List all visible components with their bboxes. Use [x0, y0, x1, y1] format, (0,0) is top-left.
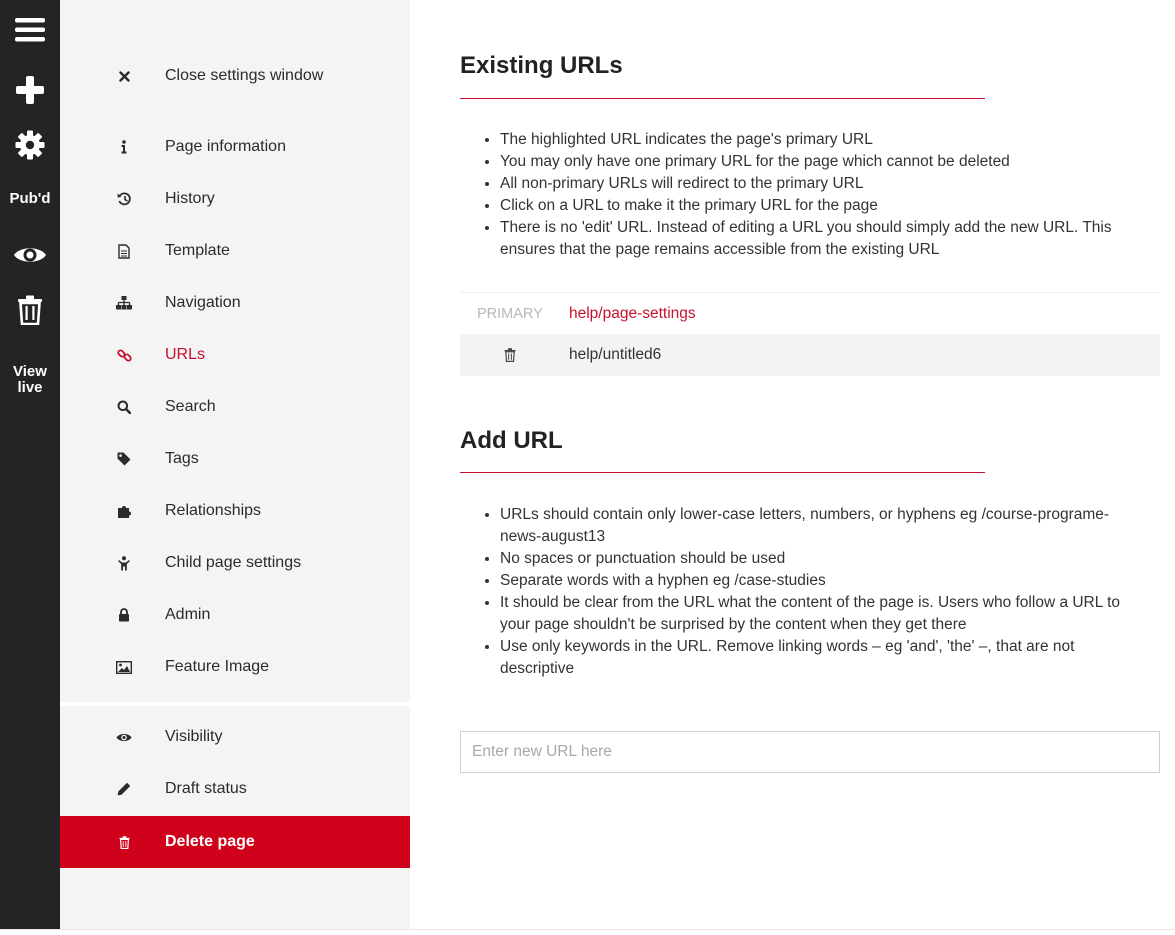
published-status[interactable]: Pub'd — [9, 190, 51, 207]
menu-item-label: Relationships — [165, 502, 262, 519]
url-row-primary[interactable] — [460, 292, 1160, 334]
eye-icon[interactable] — [0, 240, 60, 270]
tip-item: • Use only keywords in the URL. Remove linking words – eg 'and', 'the' –, that are not descriptive — [500, 636, 1140, 680]
menu-item-label: Search — [165, 398, 216, 415]
tip-item: • No spaces or punctuation should be used — [500, 548, 1140, 570]
menu-item-page-information[interactable] — [60, 121, 410, 173]
view-live-label: live — [17, 379, 43, 396]
divider — [0, 929, 1175, 930]
tag-icon — [116, 451, 132, 467]
view-live-label: View — [13, 363, 47, 380]
delete-page-button[interactable] — [60, 816, 410, 868]
menu-item-label: Navigation — [165, 294, 241, 311]
menu-item-history[interactable] — [60, 173, 410, 225]
menu-item-label: Feature Image — [165, 658, 270, 675]
new-url-input[interactable] — [460, 731, 1160, 773]
pencil-icon — [116, 781, 132, 797]
info-icon — [116, 139, 132, 155]
lock-icon — [116, 607, 132, 623]
tip-item: • Click on a URL to make it the primary URL for the page — [500, 195, 1140, 217]
menu-item-feature-image[interactable] — [60, 641, 410, 693]
gear-icon[interactable] — [0, 127, 60, 163]
menu-item-child-page-settings[interactable] — [60, 537, 410, 589]
plus-icon[interactable] — [0, 72, 60, 108]
url-link[interactable]: help/page-settings — [569, 304, 696, 322]
menu-item-admin[interactable] — [60, 589, 410, 641]
menu-item-label: Admin — [165, 606, 211, 623]
trash-icon — [116, 834, 132, 850]
menu-item-label: Template — [165, 242, 230, 259]
trash-icon[interactable] — [500, 348, 520, 362]
primary-badge: PRIMARY — [477, 305, 543, 322]
hamburger-icon[interactable] — [0, 12, 60, 48]
close-icon — [116, 68, 132, 84]
url-table — [460, 292, 1160, 376]
heading-underline — [460, 98, 985, 99]
settings-menu — [60, 0, 410, 930]
search-icon — [116, 399, 132, 415]
tip-item: • Separate words with a hyphen eg /case-studies — [500, 570, 1140, 592]
menu-item-urls[interactable] — [60, 329, 410, 381]
sitemap-icon — [116, 295, 132, 311]
close-settings-label: Close settings window — [165, 67, 324, 84]
menu-item-visibility[interactable] — [60, 711, 410, 763]
eye-icon — [116, 729, 132, 745]
tip-item: • It should be clear from the URL what the content of the page is. Users who follow a URL to your page shouldn't be surprised by the content when they get there — [500, 592, 1140, 636]
trash-icon[interactable] — [0, 293, 60, 327]
menu-item-template[interactable] — [60, 225, 410, 277]
left-toolbar — [0, 0, 60, 930]
url-link[interactable]: help/untitled6 — [569, 346, 662, 363]
menu-item-label: URLs — [165, 346, 206, 363]
view-live-button[interactable] — [0, 363, 60, 397]
menu-item-label: Delete page — [165, 833, 255, 850]
url-row[interactable] — [460, 334, 1160, 376]
document-icon — [116, 243, 132, 259]
puzzle-icon — [116, 503, 132, 519]
add-url-heading: Add URL — [460, 427, 563, 454]
menu-item-label: Tags — [165, 450, 199, 467]
menu-item-draft-status[interactable] — [60, 763, 410, 815]
menu-item-label: Page information — [165, 138, 286, 155]
existing-urls-tips — [500, 129, 1140, 261]
menu-divider — [60, 702, 410, 706]
tip-item: • URLs should contain only lower-case letters, numbers, or hyphens eg /course-programe-news-august13 — [500, 504, 1140, 548]
menu-item-tags[interactable] — [60, 433, 410, 485]
child-icon — [116, 555, 132, 571]
tip-item: • The highlighted URL indicates the page's primary URL — [500, 129, 1140, 151]
menu-item-relationships[interactable] — [60, 485, 410, 537]
menu-item-label: History — [165, 190, 215, 207]
link-icon — [116, 347, 132, 363]
menu-item-navigation[interactable] — [60, 277, 410, 329]
heading-underline — [460, 472, 985, 473]
menu-item-label: Draft status — [165, 780, 247, 797]
tip-item: • There is no 'edit' URL. Instead of editing a URL you should simply add the new URL. This ensures that the page remains accessible from the existing URL — [500, 217, 1140, 261]
history-icon — [116, 191, 132, 207]
add-url-tips — [500, 504, 1140, 680]
menu-item-search[interactable] — [60, 381, 410, 433]
existing-urls-heading: Existing URLs — [460, 52, 623, 79]
menu-item-label: Visibility — [165, 728, 223, 745]
close-settings-button[interactable] — [60, 50, 410, 102]
tip-item: • All non-primary URLs will redirect to the primary URL — [500, 173, 1140, 195]
image-icon — [116, 659, 132, 675]
menu-item-label: Child page settings — [165, 554, 302, 571]
tip-item: • You may only have one primary URL for the page which cannot be deleted — [500, 151, 1140, 173]
main-content — [410, 0, 1175, 930]
